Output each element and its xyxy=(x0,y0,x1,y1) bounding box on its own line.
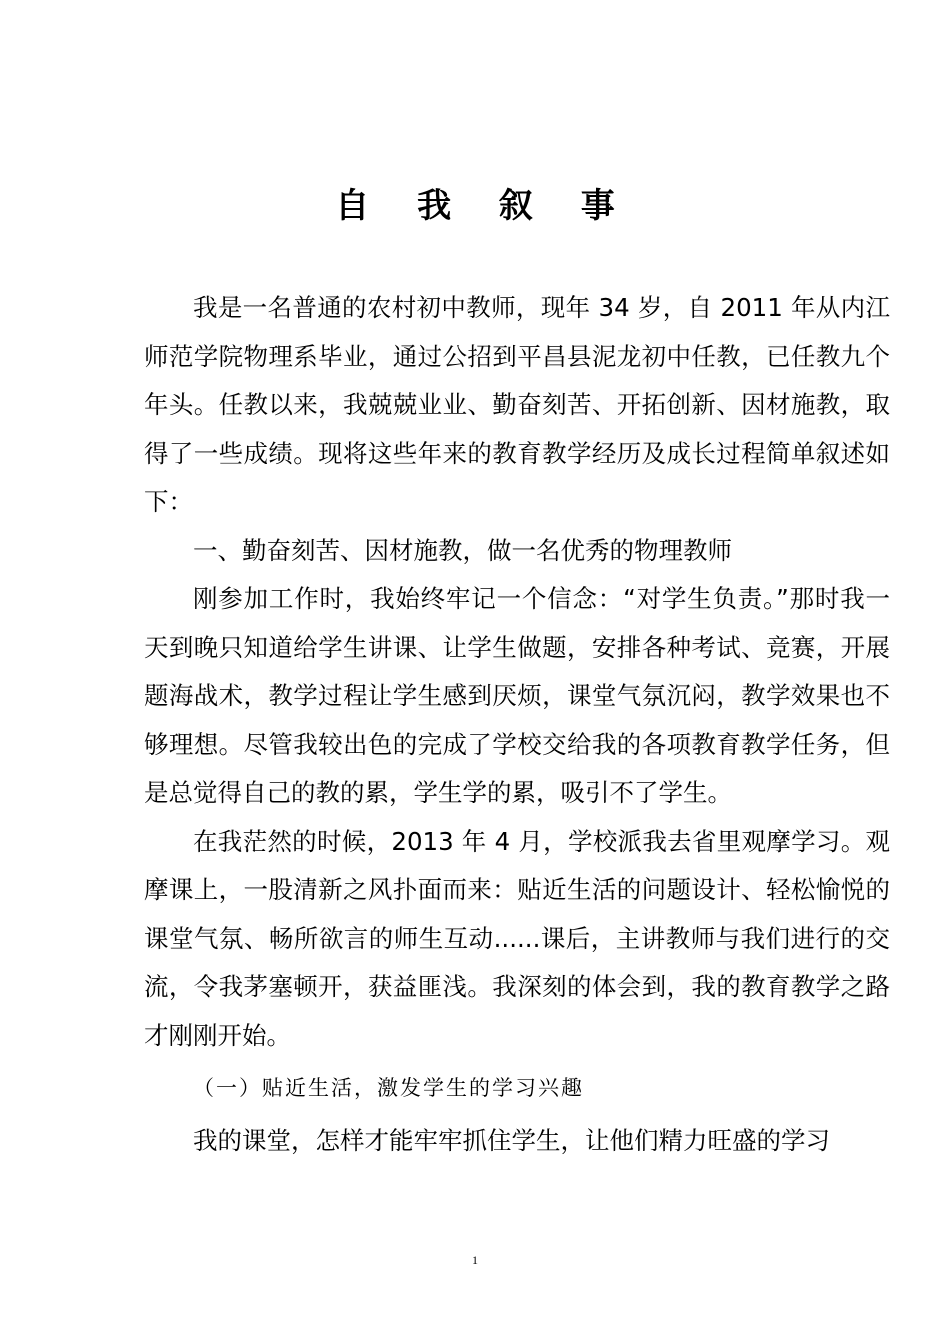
subsection-heading-1: （一）贴近生活，激发学生的学习兴趣 xyxy=(193,1076,584,1100)
page-number: 1 xyxy=(472,1253,478,1267)
paragraph-observation-study: 在我茫然的时候，2013 年 4 月，学校派我去省里观摩学习。观摩课上，一股清新之风扑面而来：贴近生活的问题设计、轻松愉悦的课堂气氛、畅所欲言的师生互动......课后，主讲教师与我们进行的交流，令我茅塞顿开，获益匪浅。我深刻的体会到，我的教育教学之路才刚刚开始。 xyxy=(144,826,890,1050)
document-body xyxy=(144,284,890,1165)
paragraph-intro: 我是一名普通的农村初中教师，现年 34 岁，自 2011 年从内江师范学院物理系毕业，通过公招到平昌县泥龙初中任教，已任教九个年头。任教以来，我兢兢业业、勤奋刻苦、开拓创新、因材施教，取得了一些成绩。现将这些年来的教育教学经历及成长过程简单叙述如下： xyxy=(144,293,890,516)
section-heading-1: 一、勤奋刻苦、因材施教，做一名优秀的物理教师 xyxy=(193,535,732,565)
paragraph-my-classroom: 我的课堂，怎样才能牢牢抓住学生，让他们精力旺盛的学习 xyxy=(193,1125,830,1155)
document-title: 自 我 叙 事 xyxy=(335,186,633,226)
paragraph-beginning-work: 刚参加工作时，我始终牢记一个信念：“对学生负责。”那时我一天到晚只知道给学生讲课、让学生做题，安排各种考试、竞赛，开展题海战术，教学过程让学生感到厌烦，课堂气氛沉闷，教学效果也不够理想。尽管我较出色的完成了学校交给我的各项教育教学任务，但是总觉得自己的教的累，学生学的累，吸引不了学生。 xyxy=(144,584,890,807)
